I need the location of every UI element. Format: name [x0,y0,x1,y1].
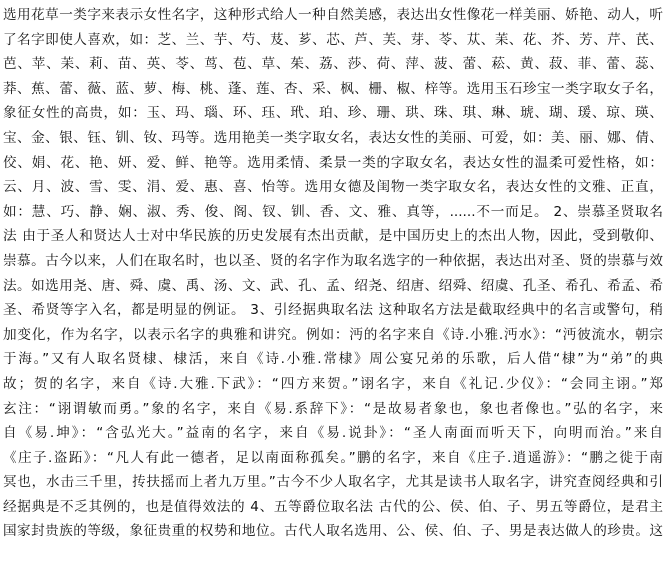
text-line: 了名字即使人喜欢，如：芝、兰、芋、芍、芨、芗、芯、芦、芙、芽、苓、苁、苿、花、芥、芳、芹、芪、 [3,31,663,48]
text-line: 云、月、波、雪、雯、涓、爱、惠、喜、怡等。选用女德及闺物一类字取女名，表达女性的文雅、正直， [3,179,663,196]
text-line: 国家封贵族的等级，象征贵重的权势和地位。古代人取名选用、公、侯、伯、子、男是表达做人的珍贵。这 [3,523,663,540]
text-line: 经据典是不乏其例的，也是值得效法的 4、五等爵位取名法 古代的公、侯、伯、子、男五等爵位，是君主 [3,498,663,515]
text-line: 佼、娟、花、艳、妍、爱、鲜、艳等。选用柔情、柔景一类的字取女名，表达女性的温柔可爱性格，如： [3,154,663,171]
text-line: 法。如选用尧、唐、舜、虞、禹、汤、文、武、孔、孟、绍尧、绍唐、绍舜、绍虞、孔圣、希孔、希孟、希 [3,277,663,294]
text-line: 象征女性的高贵，如：玉、玛、瑙、环、珏、玳、珀、珍、珊、珙、珠、琪、琳、琥、瑚、瑗、琼、瑛、 [3,105,663,122]
text-line: 圣、希贤等字入名，都是明显的例证。 3、引经据典取名法 这种取名方法是截取经典中的名言或警句，稍 [3,302,663,319]
text-line: 芭、苹、苿、莉、苗、英、苓、茑、苞、草、茱、荔、莎、荷、萍、菠、蕾、菘、黄、菽、菲、蕾、蕊、 [3,56,663,73]
text-line: 如：慧、巧、静、娴、淑、秀、俊、阁、钗、钏、香、文、雅、真等，......不一而足。 2、崇慕圣贤取名 [3,203,663,220]
text-line: 莽、蕉、蕾、薇、蓝、萝、梅、桃、蓬、莲、杏、采、枫、栅、椒、梓等。选用玉石珍宝一类字取女子名， [3,80,663,97]
text-line: 加变化，作为名字，以表示名字的典雅和讲究。例如：沔的名字来自《诗.小雅.沔水》：“沔彼流水，朝宗 [3,326,663,343]
document-text-block [3,3,663,565]
text-line: 于海。”又有人取名贤棣、棣活，来自《诗.小雅.常棣》周公宴兄弟的乐歌，后人借“棣”为“弟”的典 [3,351,663,368]
text-line: 宝、金、银、钰、钏、钕、玛等。选用艳美一类字取女名，表达女性的美丽、可爱，如：美、丽、娜、倩、 [3,129,663,146]
text-line: 冥也，水击三千里，抟扶摇而上者九万里。”古今不少人取名字，尤其是读书人取名字，讲究查阅经典和引 [3,474,663,491]
text-line: 《庄子.盗跖》：“凡人有此一德者，足以南面称孤矣。”鹏的名字，来自《庄子.逍遥游》：“鹏之徙于南 [3,449,663,466]
text-line: 自《易.坤》：“含弘光大。”益南的名字，来自《易.说卦》：“圣人南面而听天下，向明而治。”来自 [3,425,663,442]
text-line: 玄注：“诩谓敏而勇。”象的名字，来自《易.系辞下》：“是故易者象也，象也者像也。”弘的名字，来 [3,400,663,417]
text-line: 故；贺的名字，来自《诗.大雅.下武》：“四方来贺。”诩名字，来自《礼记.少仪》：“会同主诩。”郑 [3,375,663,392]
text-line: 法 由于圣人和贤达人士对中华民族的历史发展有杰出贡献，是中国历史上的杰出人物，因此，受到敬仰、 [3,228,663,245]
text-line: 选用花草一类字来表示女性名字，这种形式给人一种自然美感，表达出女性像花一样美丽、娇艳、动人，听 [3,7,663,23]
text-line: 崇慕。古今以来，人们在取名时，也以圣、贤的名字作为取名选字的一种依据，表达出对圣、贤的崇慕与效 [3,252,663,269]
